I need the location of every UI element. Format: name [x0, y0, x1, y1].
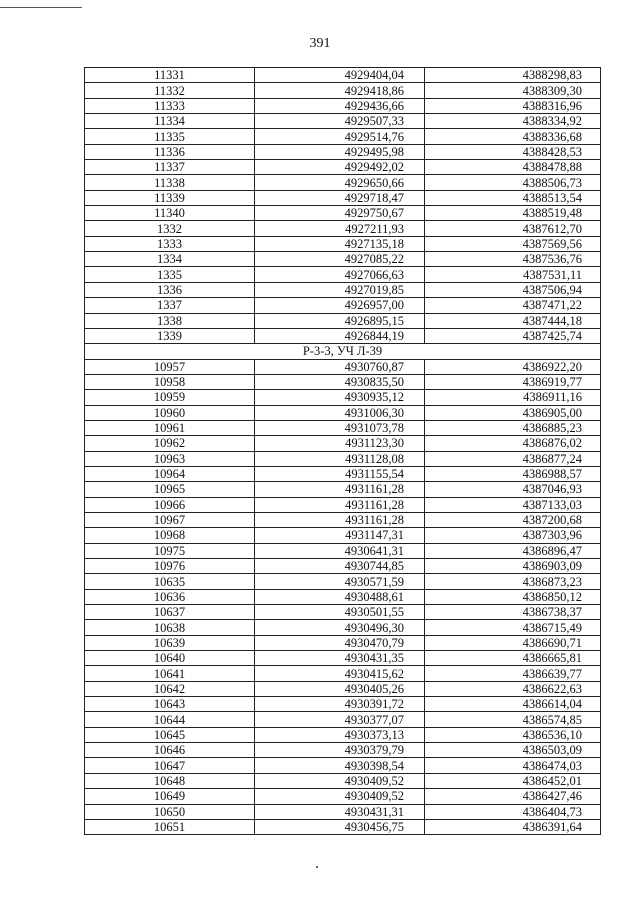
stray-dot [316, 866, 318, 868]
point-number-cell: 10648 [85, 773, 255, 788]
y-coordinate-cell: 4387506,94 [425, 282, 601, 297]
x-coordinate-cell: 4930409,52 [255, 773, 425, 788]
y-coordinate-cell: 4386404,73 [425, 804, 601, 819]
x-coordinate-cell: 4929514,76 [255, 129, 425, 144]
x-coordinate-cell: 4930373,13 [255, 727, 425, 742]
y-coordinate-cell: 4387046,93 [425, 482, 601, 497]
x-coordinate-cell: 4929650,66 [255, 175, 425, 190]
y-coordinate-cell: 4387425,74 [425, 328, 601, 343]
table-row [85, 635, 601, 650]
x-coordinate-cell: 4930431,31 [255, 804, 425, 819]
point-number-cell: 10647 [85, 758, 255, 773]
y-coordinate-cell: 4386622,63 [425, 681, 601, 696]
x-coordinate-cell: 4930501,55 [255, 605, 425, 620]
y-coordinate-cell: 4386876,02 [425, 436, 601, 451]
table-row [85, 160, 601, 175]
x-coordinate-cell: 4930488,61 [255, 589, 425, 604]
corner-mark [0, 7, 82, 8]
table-row [85, 605, 601, 620]
table-row [85, 451, 601, 466]
y-coordinate-cell: 4388513,54 [425, 190, 601, 205]
point-number-cell: 10959 [85, 390, 255, 405]
y-coordinate-cell: 4388298,83 [425, 68, 601, 83]
y-coordinate-cell: 4386911,16 [425, 390, 601, 405]
table-row [85, 697, 601, 712]
x-coordinate-cell: 4930379,79 [255, 743, 425, 758]
table-row [85, 359, 601, 374]
table-row [85, 727, 601, 742]
y-coordinate-cell: 4386922,20 [425, 359, 601, 374]
table-row [85, 512, 601, 527]
table-row [85, 313, 601, 328]
table-row [85, 482, 601, 497]
point-number-cell: 1336 [85, 282, 255, 297]
point-number-cell: 1334 [85, 252, 255, 267]
point-number-cell: 11332 [85, 83, 255, 98]
point-number-cell: 10957 [85, 359, 255, 374]
point-number-cell: 10958 [85, 374, 255, 389]
y-coordinate-cell: 4388506,73 [425, 175, 601, 190]
point-number-cell: 10976 [85, 559, 255, 574]
point-number-cell: 11338 [85, 175, 255, 190]
y-coordinate-cell: 4386850,12 [425, 589, 601, 604]
y-coordinate-cell: 4388478,88 [425, 160, 601, 175]
point-number-cell: 1332 [85, 221, 255, 236]
table-row [85, 466, 601, 481]
x-coordinate-cell: 4930409,52 [255, 789, 425, 804]
x-coordinate-cell: 4930405,26 [255, 681, 425, 696]
point-number-cell: 11339 [85, 190, 255, 205]
x-coordinate-cell: 4930431,35 [255, 651, 425, 666]
table-row [85, 712, 601, 727]
point-number-cell: 10646 [85, 743, 255, 758]
x-coordinate-cell: 4930377,07 [255, 712, 425, 727]
coordinates-table [84, 67, 601, 835]
y-coordinate-cell: 4386873,23 [425, 574, 601, 589]
x-coordinate-cell: 4929507,33 [255, 114, 425, 129]
point-number-cell: 11331 [85, 68, 255, 83]
point-number-cell: 10967 [85, 512, 255, 527]
x-coordinate-cell: 4930641,31 [255, 543, 425, 558]
y-coordinate-cell: 4387569,56 [425, 236, 601, 251]
point-number-cell: 10639 [85, 635, 255, 650]
y-coordinate-cell: 4386536,10 [425, 727, 601, 742]
table-row [85, 666, 601, 681]
y-coordinate-cell: 4386503,09 [425, 743, 601, 758]
point-number-cell: 10641 [85, 666, 255, 681]
y-coordinate-cell: 4386896,47 [425, 543, 601, 558]
point-number-cell: 1333 [85, 236, 255, 251]
y-coordinate-cell: 4386738,37 [425, 605, 601, 620]
point-number-cell: 10637 [85, 605, 255, 620]
point-number-cell: 10963 [85, 451, 255, 466]
table-row [85, 743, 601, 758]
table-row [85, 252, 601, 267]
x-coordinate-cell: 4930760,87 [255, 359, 425, 374]
x-coordinate-cell: 4927085,22 [255, 252, 425, 267]
x-coordinate-cell: 4927211,93 [255, 221, 425, 236]
x-coordinate-cell: 4931006,30 [255, 405, 425, 420]
x-coordinate-cell: 4930456,75 [255, 819, 425, 834]
y-coordinate-cell: 4387444,18 [425, 313, 601, 328]
table-row [85, 543, 601, 558]
point-number-cell: 10642 [85, 681, 255, 696]
x-coordinate-cell: 4931073,78 [255, 420, 425, 435]
point-number-cell: 10960 [85, 405, 255, 420]
x-coordinate-cell: 4930415,62 [255, 666, 425, 681]
table-row [85, 267, 601, 282]
x-coordinate-cell: 4930835,50 [255, 374, 425, 389]
table-row [85, 420, 601, 435]
table-row [85, 190, 601, 205]
x-coordinate-cell: 4930744,85 [255, 559, 425, 574]
y-coordinate-cell: 4386690,71 [425, 635, 601, 650]
table-row [85, 390, 601, 405]
y-coordinate-cell: 4386614,04 [425, 697, 601, 712]
table-row [85, 819, 601, 834]
y-coordinate-cell: 4386574,85 [425, 712, 601, 727]
y-coordinate-cell: 4386919,77 [425, 374, 601, 389]
y-coordinate-cell: 4388334,92 [425, 114, 601, 129]
table-row [85, 758, 601, 773]
x-coordinate-cell: 4931147,31 [255, 528, 425, 543]
x-coordinate-cell: 4926957,00 [255, 298, 425, 313]
table-row [85, 559, 601, 574]
point-number-cell: 10975 [85, 543, 255, 558]
table-row [85, 144, 601, 159]
x-coordinate-cell: 4930935,12 [255, 390, 425, 405]
point-number-cell: 10635 [85, 574, 255, 589]
table-row [85, 129, 601, 144]
table-row [85, 651, 601, 666]
y-coordinate-cell: 4387200,68 [425, 512, 601, 527]
y-coordinate-cell: 4386715,49 [425, 620, 601, 635]
table-row [85, 436, 601, 451]
y-coordinate-cell: 4386877,24 [425, 451, 601, 466]
table-row [85, 574, 601, 589]
y-coordinate-cell: 4386391,64 [425, 819, 601, 834]
y-coordinate-cell: 4387536,76 [425, 252, 601, 267]
y-coordinate-cell: 4387612,70 [425, 221, 601, 236]
point-number-cell: 11333 [85, 98, 255, 113]
y-coordinate-cell: 4386452,01 [425, 773, 601, 788]
y-coordinate-cell: 4388519,48 [425, 206, 601, 221]
y-coordinate-cell: 4386903,09 [425, 559, 601, 574]
x-coordinate-cell: 4929492,02 [255, 160, 425, 175]
point-number-cell: 10645 [85, 727, 255, 742]
x-coordinate-cell: 4930391,72 [255, 697, 425, 712]
y-coordinate-cell: 4386665,81 [425, 651, 601, 666]
y-coordinate-cell: 4388309,30 [425, 83, 601, 98]
point-number-cell: 10964 [85, 466, 255, 481]
table-row [85, 405, 601, 420]
x-coordinate-cell: 4931123,30 [255, 436, 425, 451]
table-row [85, 620, 601, 635]
x-coordinate-cell: 4929404,04 [255, 68, 425, 83]
y-coordinate-cell: 4387133,03 [425, 497, 601, 512]
x-coordinate-cell: 4931161,28 [255, 482, 425, 497]
x-coordinate-cell: 4929750,67 [255, 206, 425, 221]
x-coordinate-cell: 4927019,85 [255, 282, 425, 297]
point-number-cell: 1337 [85, 298, 255, 313]
y-coordinate-cell: 4386427,46 [425, 789, 601, 804]
table-row [85, 206, 601, 221]
page-number: 391 [309, 36, 331, 51]
table-row [85, 98, 601, 113]
point-number-cell: 1339 [85, 328, 255, 343]
table-row [85, 328, 601, 343]
x-coordinate-cell: 4927066,63 [255, 267, 425, 282]
point-number-cell: 11335 [85, 129, 255, 144]
y-coordinate-cell: 4388316,96 [425, 98, 601, 113]
y-coordinate-cell: 4387303,96 [425, 528, 601, 543]
x-coordinate-cell: 4931161,28 [255, 512, 425, 527]
section-header: Р-3-3, УЧ Л-39 [85, 344, 601, 359]
point-number-cell: 10968 [85, 528, 255, 543]
table-row [85, 221, 601, 236]
y-coordinate-cell: 4386639,77 [425, 666, 601, 681]
point-number-cell: 11334 [85, 114, 255, 129]
x-coordinate-cell: 4929418,86 [255, 83, 425, 98]
x-coordinate-cell: 4930571,59 [255, 574, 425, 589]
point-number-cell: 11340 [85, 206, 255, 221]
point-number-cell: 10640 [85, 651, 255, 666]
point-number-cell: 10636 [85, 589, 255, 604]
x-coordinate-cell: 4930398,54 [255, 758, 425, 773]
point-number-cell: 1338 [85, 313, 255, 328]
point-number-cell: 10644 [85, 712, 255, 727]
table-row [85, 589, 601, 604]
table-row [85, 374, 601, 389]
x-coordinate-cell: 4930496,30 [255, 620, 425, 635]
x-coordinate-cell: 4931128,08 [255, 451, 425, 466]
point-number-cell: 10962 [85, 436, 255, 451]
x-coordinate-cell: 4929436,66 [255, 98, 425, 113]
x-coordinate-cell: 4929718,47 [255, 190, 425, 205]
point-number-cell: 10643 [85, 697, 255, 712]
y-coordinate-cell: 4387531,11 [425, 267, 601, 282]
point-number-cell: 10961 [85, 420, 255, 435]
x-coordinate-cell: 4931155,54 [255, 466, 425, 481]
table-row [85, 681, 601, 696]
table-row [85, 497, 601, 512]
x-coordinate-cell: 4926844,19 [255, 328, 425, 343]
table-row [85, 83, 601, 98]
point-number-cell: 1335 [85, 267, 255, 282]
y-coordinate-cell: 4386885,23 [425, 420, 601, 435]
point-number-cell: 10965 [85, 482, 255, 497]
table-row [85, 236, 601, 251]
point-number-cell: 10651 [85, 819, 255, 834]
point-number-cell: 10638 [85, 620, 255, 635]
table-row [85, 773, 601, 788]
point-number-cell: 11337 [85, 160, 255, 175]
x-coordinate-cell: 4929495,98 [255, 144, 425, 159]
point-number-cell: 10650 [85, 804, 255, 819]
y-coordinate-cell: 4386474,03 [425, 758, 601, 773]
table-row [85, 175, 601, 190]
x-coordinate-cell: 4926895,15 [255, 313, 425, 328]
y-coordinate-cell: 4387471,22 [425, 298, 601, 313]
table-row [85, 282, 601, 297]
coordinates-table-body [85, 68, 601, 835]
point-number-cell: 10649 [85, 789, 255, 804]
table-row [85, 298, 601, 313]
x-coordinate-cell: 4927135,18 [255, 236, 425, 251]
y-coordinate-cell: 4388336,68 [425, 129, 601, 144]
table-row [85, 804, 601, 819]
point-number-cell: 11336 [85, 144, 255, 159]
table-row [85, 528, 601, 543]
y-coordinate-cell: 4386988,57 [425, 466, 601, 481]
section-header-row [85, 344, 601, 359]
y-coordinate-cell: 4386905,00 [425, 405, 601, 420]
table-row [85, 789, 601, 804]
x-coordinate-cell: 4930470,79 [255, 635, 425, 650]
point-number-cell: 10966 [85, 497, 255, 512]
y-coordinate-cell: 4388428,53 [425, 144, 601, 159]
table-row [85, 114, 601, 129]
x-coordinate-cell: 4931161,28 [255, 497, 425, 512]
table-row [85, 68, 601, 83]
